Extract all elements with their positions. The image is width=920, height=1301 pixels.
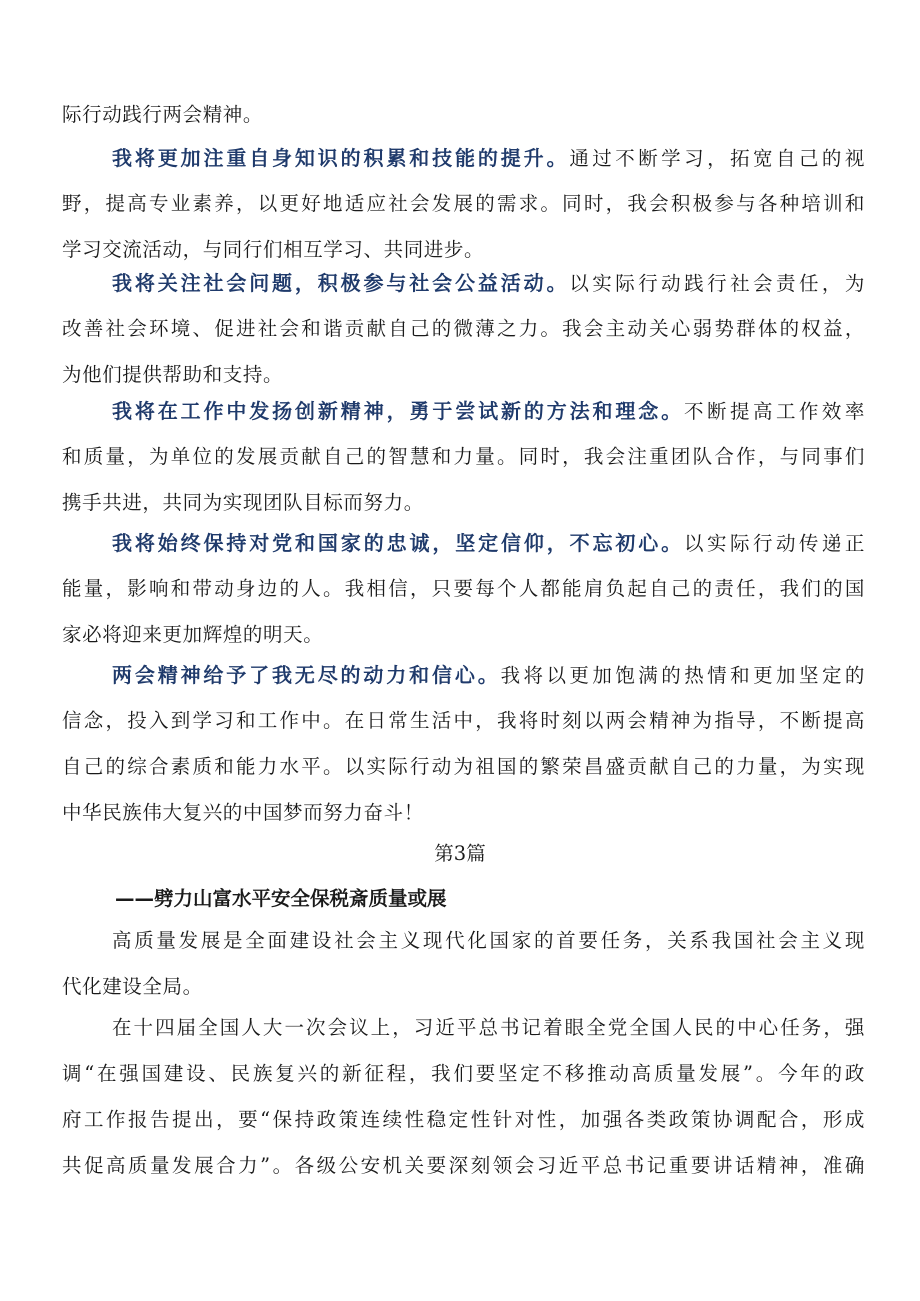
text-line-first [62, 520, 865, 566]
text-line: 为他们提供帮助和支持。 [62, 363, 284, 386]
text-line: 野，提高专业素养，以更好地适应社会发展的需求。同时，我会积极参与各种培训和 [62, 192, 865, 215]
text-line: 改善社会环境、促进社会和谐贡献自己的微薄之力。我会主动关心弱势群体的权益， [62, 317, 865, 340]
text-line-first [62, 260, 865, 306]
text-line-first [62, 135, 865, 181]
paragraph-first-rest: 以实际行动践行社会责任，为 [569, 272, 865, 295]
text-line: 府工作报告提出，要“保持政策连续性稳定性针对性，加强各类政策协调配合，形成 [62, 1108, 865, 1131]
section-subtitle: ——劈力山富水平安全保税斎质量或展 [115, 887, 447, 910]
text-line-first [62, 652, 865, 698]
paragraph-lead: 我将始终保持对党和国家的忠诚，坚定信仰，不忘初心。 [112, 531, 685, 555]
paragraph-social [62, 260, 865, 398]
paragraph-first-rest: 以实际行动传递正 [684, 532, 865, 555]
paragraph-motivation [62, 652, 865, 836]
text-line: 高质量发展是全面建设社会主义现代化国家的首要任务，关系我国社会主义现 [112, 929, 865, 952]
text-line: 信念，投入到学习和工作中。在日常生活中，我将时刻以两会精神为指导，不断提高 [62, 709, 865, 732]
paragraph-lead: 我将关注社会问题，积极参与社会公益活动。 [112, 271, 570, 295]
text-line-first [62, 388, 865, 434]
text-line: 能量，影响和带动身边的人。我相信，只要每个人都能肩负起自己的责任，我们的国 [62, 577, 865, 600]
section-heading: 第3篇 [434, 842, 486, 865]
text-line: 在十四届全国人大一次会议上，习近平总书记着眼全党全国人民的中心任务，强 [112, 1016, 865, 1039]
text-line: 中华民族伟大复兴的中国梦而努力奋斗！ [62, 801, 424, 824]
paragraph-lead: 两会精神给予了我无尽的动力和信心。 [112, 663, 501, 687]
text-line: 代化建设全局。 [62, 975, 203, 998]
text-line: 和质量，为单位的发展贡献自己的智慧和力量。同时，我会注重团队合作，与同事们 [62, 445, 865, 468]
text-line: 自己的综合素质和能力水平。以实际行动为祖国的繁荣昌盛贡献自己的力量，为实现 [62, 755, 865, 778]
paragraph-first-rest: 我将以更加饱满的热情和更加坚定的 [500, 664, 866, 687]
paragraph-innovation [62, 388, 865, 526]
paragraph-loyalty [62, 520, 865, 658]
paragraph-lead: 我将在工作中发扬创新精神，勇于尝试新的方法和理念。 [112, 399, 685, 423]
text-line: 携手共进，共同为实现团队目标而努力。 [62, 491, 424, 514]
paragraph-lead: 我将更加注重自身知识的积累和技能的提升。 [112, 146, 570, 170]
text-line: 际行动践行两会精神。 [62, 103, 264, 126]
section-paragraph-congress [62, 1005, 865, 1189]
paragraph-knowledge [62, 135, 865, 273]
paragraph-first-rest: 通过不断学习，拓宽自己的视 [569, 147, 865, 170]
text-line: 共促高质量发展合力”。各级公安机关要深刻领会习近平总书记重要讲话精神，准确 [62, 1154, 865, 1177]
section-paragraph-intro [62, 918, 865, 1010]
paragraph-first-rest: 不断提高工作效率 [684, 400, 865, 423]
text-line: 调“在强国建设、民族复兴的新征程，我们要坚定不移推动高质量发展”。今年的政 [62, 1062, 865, 1085]
paragraph-continuation [62, 92, 865, 138]
text-line: 学习交流活动，与同行们相互学习、共同进步。 [62, 238, 485, 261]
text-line: 家必将迎来更加辉煌的明天。 [62, 623, 324, 646]
